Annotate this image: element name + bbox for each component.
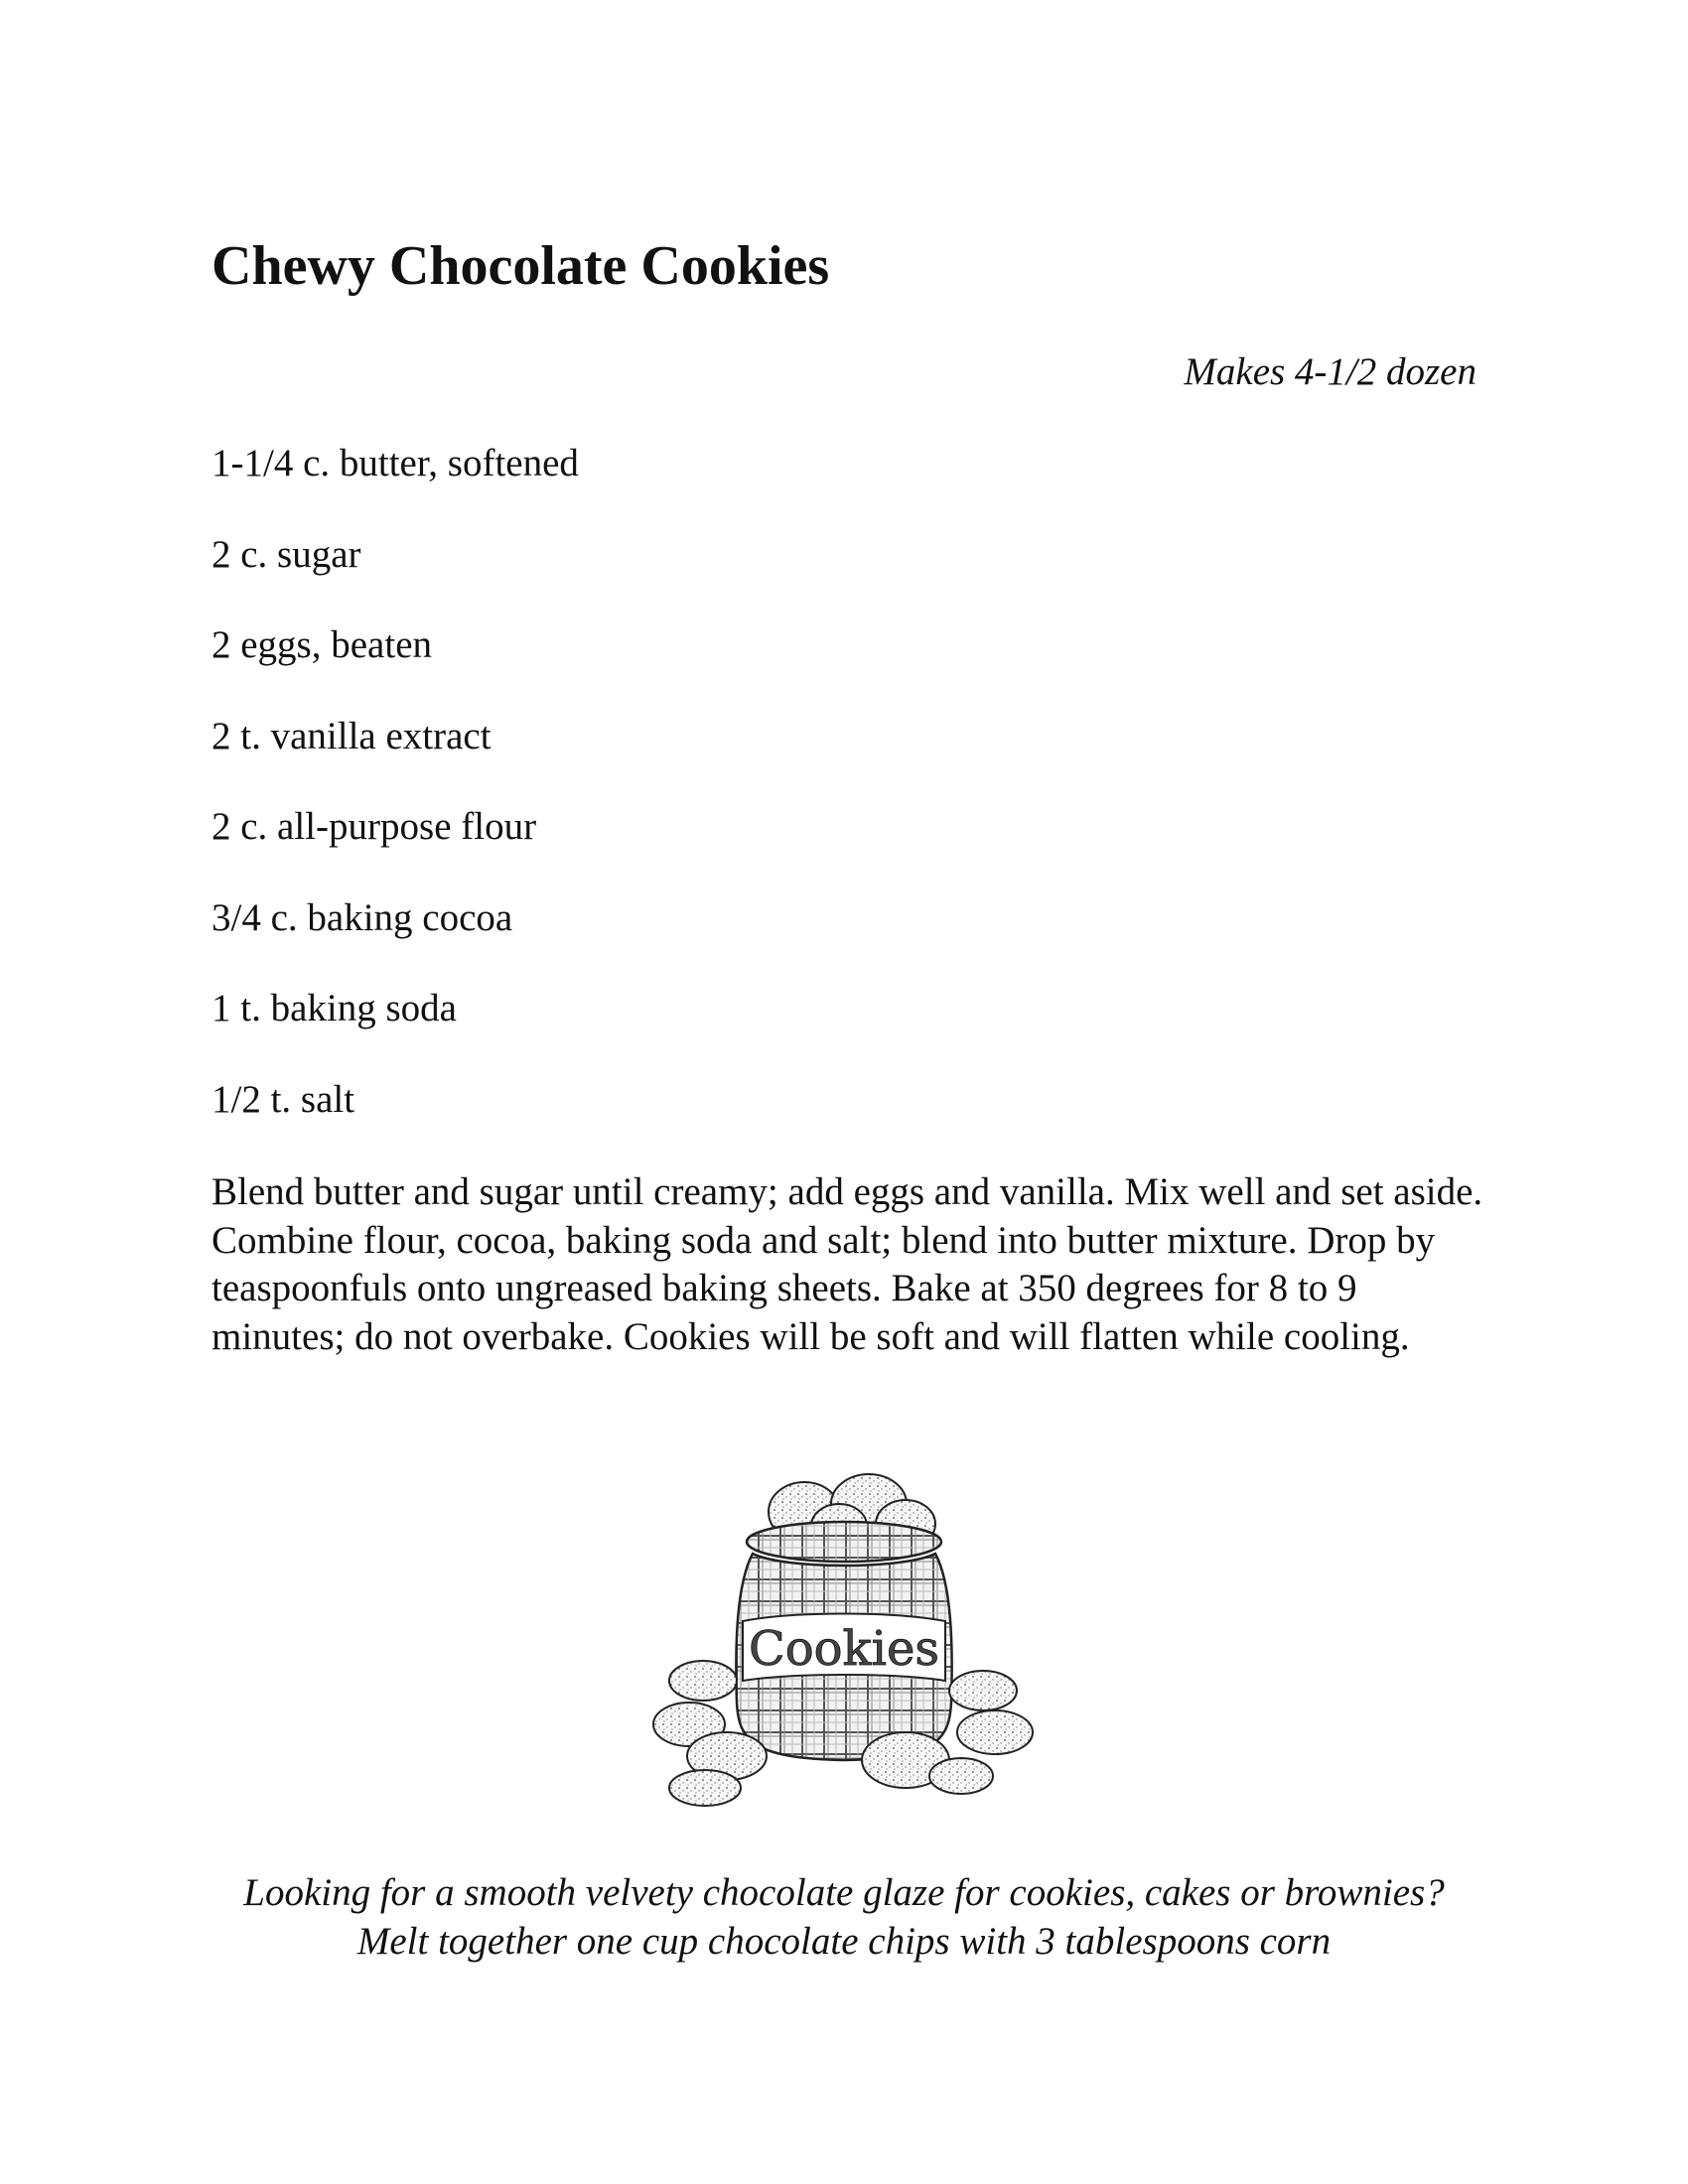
recipe-tip: Looking for a smooth velvety chocolate glaze for cookies, cakes or brownies? Melt together one cup chocolate chips with 3 tablespoons corn <box>243 1871 1445 1963</box>
jar-rim <box>747 1522 941 1562</box>
ingredient-item: 3/4 c. baking cocoa <box>211 895 513 939</box>
ingredient-item: 2 c. all-purpose flour <box>211 805 537 848</box>
ingredient-item: 2 c. sugar <box>211 532 361 576</box>
recipe-title: Chewy Chocolate Cookies <box>211 235 830 297</box>
jar-label-text: Cookies <box>749 1621 939 1677</box>
ingredient-item: 2 eggs, beaten <box>211 623 433 666</box>
ingredient-item: 1/2 t. salt <box>211 1077 355 1121</box>
ingredient-item: 1 t. baking soda <box>211 987 457 1029</box>
ingredient-item: 2 t. vanilla extract <box>211 714 492 757</box>
recipe-directions: Blend butter and sugar until creamy; add eggs and vanilla. Mix well and set aside. Combine flour, cocoa, baking soda and salt; blend into butter mixture. Drop by teaspoonfuls onto ungreased baking sheets. Bake at 350 degrees for 8 to 9 minutes; do not overbake. Cookies will be soft and will flatten while cooling. <box>211 1170 1483 1358</box>
cookie-jar-illustration <box>645 1444 1043 1812</box>
ingredient-item: 1-1/4 c. butter, softened <box>211 442 579 484</box>
ingredients-list <box>211 441 579 1167</box>
recipe-yield: Makes 4-1/2 dozen <box>1184 350 1477 393</box>
